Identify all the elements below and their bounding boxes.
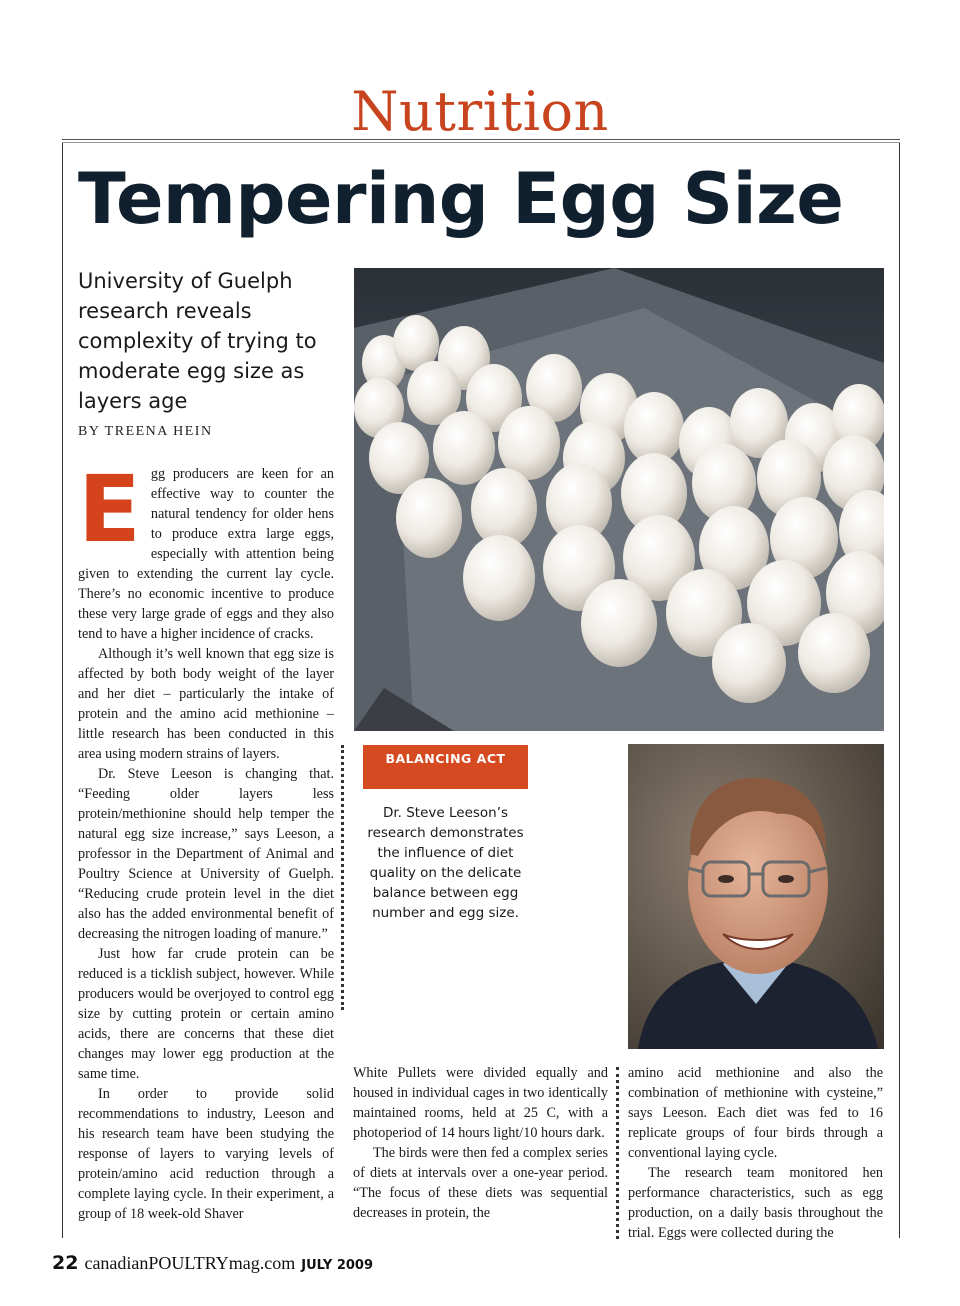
article-headline: Tempering Egg Size (78, 158, 844, 240)
text-column-1 (78, 456, 334, 1224)
site-url: canadianPOULTRYmag.com (84, 1253, 296, 1273)
portrait-photo (628, 744, 884, 1049)
egg-tray-photo (354, 268, 884, 731)
paragraph: amino acid methionine and also the combination of methionine with cysteine,” says Leeson. Each diet was fed to 16 replicate groups of four birds through a conventional laying cycle. (628, 1065, 883, 1161)
paragraph: Just how far crude protein can be reduced is a ticklish subject, however. While producers would be overjoyed to control egg size by cutting protein or certain amino acids, there are concerns that these diet changes may lower egg production at the same time. (78, 946, 334, 1082)
header-rule (62, 139, 900, 140)
portrait-image (628, 744, 884, 1049)
article-byline: BY TREENA HEIN (78, 424, 213, 439)
frame-left-rule (62, 143, 63, 1238)
frame-right-rule (899, 143, 900, 1238)
egg-tray-image (354, 268, 884, 731)
column-divider-dots (616, 1067, 619, 1239)
paragraph: White Pullets were divided equally and housed in individual cages in two identically maintained rooms, held at 25 C, with a photoperiod of 14 hours light/10 hours dark. (353, 1065, 608, 1141)
drop-cap: E (78, 456, 141, 563)
issue-date: JULY 2009 (301, 1258, 374, 1273)
paragraph: The birds were then fed a complex series of diets at intervals over a one-year period. “The focus of these diets was sequential decreases in protein, the (353, 1145, 608, 1221)
paragraph: The research team monitored hen performance characteristics, such as egg production, on a daily basis throughout the trial. Eggs were collected during the (628, 1165, 883, 1241)
paragraph-text: gg producers are keen for an effective way to counter the natural tendency for older hens to produce extra large eggs, especially with attention being given to extending the current lay cycle. There’s no economic incentive to produce these very large grade of eggs and they also tend to have a higher incidence of cracks. (78, 466, 334, 642)
photo-caption: Dr. Steve Leeson’s research demonstrates the influence of diet quality on the delicate balance between egg number and egg size. (367, 805, 524, 921)
column-divider-dots (341, 745, 344, 1010)
paragraph: In order to provide solid recommendations to industry, Leeson and his research team have been studying the response of layers to varying levels of protein/amino acid reduction through a complete laying cycle. In their experiment, a group of 18 week-old Shaver (78, 1086, 334, 1222)
section-title: Nutrition (351, 80, 609, 143)
paragraph: Although it’s well known that egg size is affected by both body weight of the layer and her diet – particularly the intake of protein and the amino acid methionine – little research has been conducted in this area using modern strains of layers. (78, 646, 334, 762)
page-footer (52, 1252, 373, 1274)
text-column-3 (628, 1063, 883, 1243)
sidebar-tag: BALANCING ACT (363, 745, 528, 789)
paragraph (78, 456, 334, 644)
article-deck: University of Guelph research reveals complexity of trying to moderate egg size as layers age (78, 269, 317, 413)
page-number: 22 (52, 1252, 79, 1274)
text-column-2 (353, 1063, 608, 1223)
paragraph: Dr. Steve Leeson is changing that. “Feeding older layers less protein/methionine should help temper the natural egg size increase,” says Leeson, a professor in the Department of Animal and Poultry Science at University of Guelph. “Reducing crude protein level in the diet also has the added environmental benefit of decreasing the nitrogen loading of manure.” (78, 766, 334, 942)
header-rule-secondary (62, 142, 900, 143)
